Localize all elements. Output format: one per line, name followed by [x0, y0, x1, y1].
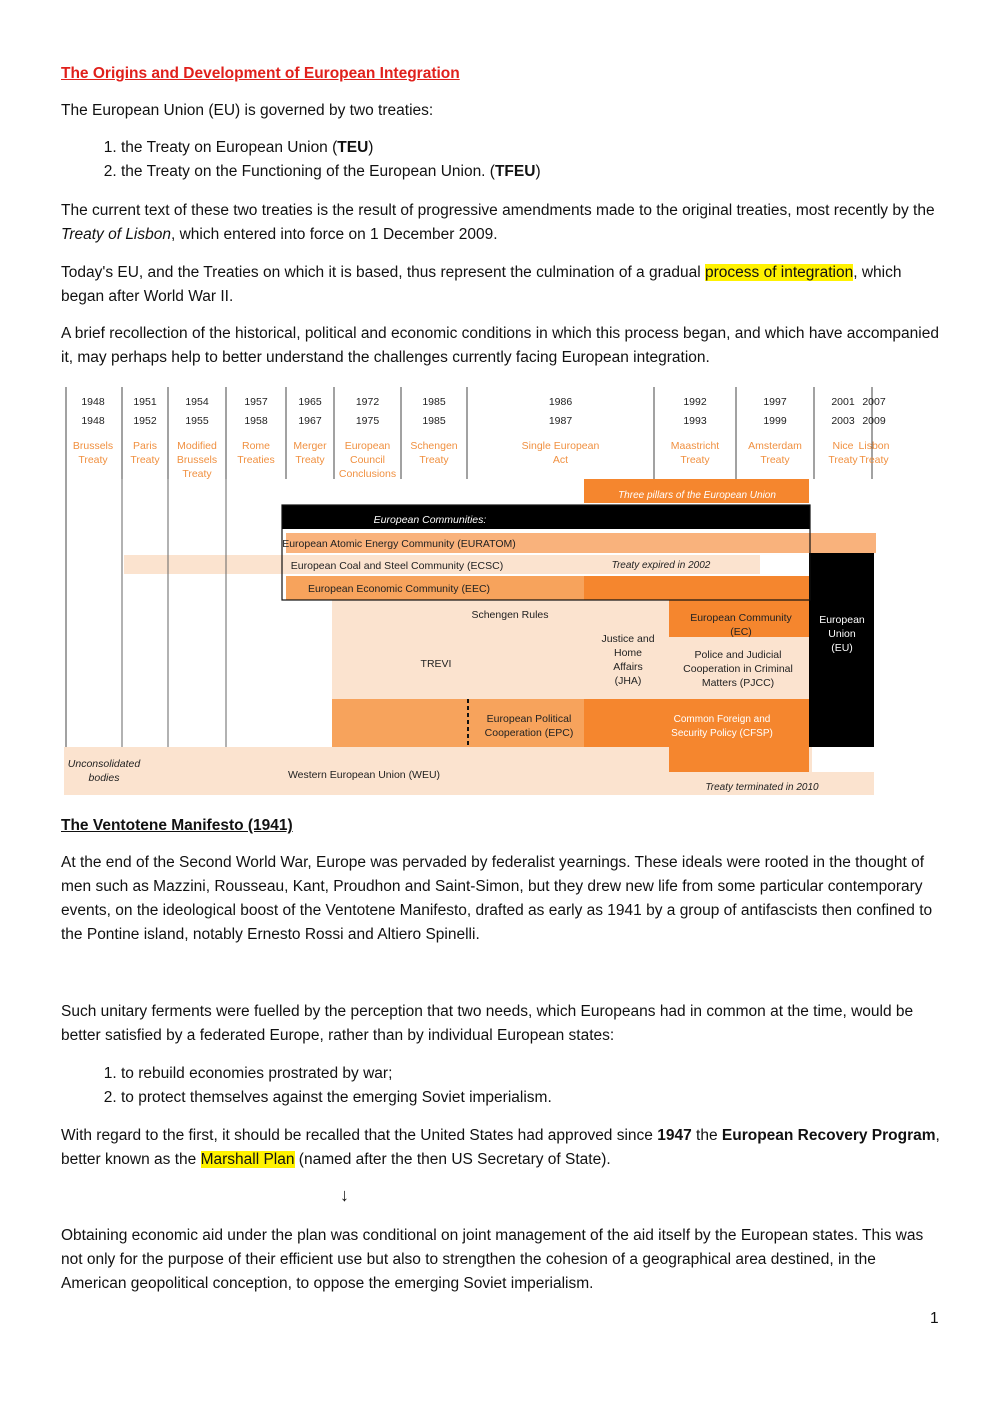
ec-label: European Community — [690, 612, 792, 624]
column-year-end: 1955 — [185, 415, 209, 427]
eu-label: (EU) — [831, 642, 853, 654]
amendments-paragraph: The current text of these two treaties is the result of progressive amendments made to the original treaties, most recently by the Treaty of Lisbon, which entered into force on 1 December 2009. — [61, 202, 935, 243]
column-year-end: 2009 — [862, 415, 886, 427]
jha-label: Justice and — [601, 633, 655, 645]
column-treaty-name: Brussels — [72, 440, 114, 452]
epc-label: European Political — [486, 713, 572, 725]
column-treaty-name: Treaty — [680, 454, 710, 466]
intro-paragraph: The European Union (EU) is governed by two treaties: — [61, 102, 434, 119]
schengen-rules-label: Schengen Rules — [471, 609, 549, 621]
column-year-end: 1985 — [422, 415, 446, 427]
unitary-ferments-paragraph: Such unitary ferments were fuelled by the perception that two needs, which Europeans had in common at the time, would be better satisfied by a federated Europe, rather than by individual European states: — [61, 1003, 914, 1044]
weu-label: Western European Union (WEU) — [287, 769, 441, 781]
eu-label: European — [819, 614, 865, 626]
trevi-label: TREVI — [420, 658, 452, 670]
column-treaty-name: Merger — [293, 440, 327, 452]
column-year-end: 1999 — [763, 415, 787, 427]
column-treaty-name: Treaty — [828, 454, 858, 466]
document-title: The Origins and Development of European Integration — [61, 65, 460, 82]
treaty-list — [61, 136, 541, 184]
column-treaty-name: Maastricht — [670, 440, 720, 452]
treaty-item-tfeu: 2. the Treaty on the Functioning of the European Union. (TFEU) — [121, 160, 541, 184]
highlight-process-of-integration: process of integration — [705, 264, 854, 281]
three-pillars-label: Three pillars of the European Union — [618, 490, 776, 501]
column-year-start: 1997 — [763, 396, 787, 408]
unconsolidated-label: bodies — [88, 772, 120, 784]
column-treaty-name: Paris — [133, 440, 157, 452]
epc-label: Cooperation (EPC) — [484, 727, 574, 739]
column-year-end: 2003 — [831, 415, 855, 427]
european-communities-bar — [282, 505, 810, 529]
weu-ec-bar — [669, 747, 809, 772]
eec-label: European Economic Community (EEC) — [307, 583, 491, 595]
unconsolidated-label: Unconsolidated — [67, 758, 141, 770]
column-year-start: 1951 — [133, 396, 157, 408]
column-treaty-name: Treaty — [760, 454, 790, 466]
column-treaty-name: Rome — [241, 440, 271, 452]
column-year-start: 1965 — [298, 396, 322, 408]
column-treaty-name: Brussels — [176, 454, 218, 466]
economic-aid-paragraph: Obtaining economic aid under the plan was conditional on joint management of the aid itself by the European states. This was not only for the purpose of their efficient use but also to strengthen the cohesion of a geographical area destined, in the American geopolitical conception, to oppose the emerging Soviet imperialism. — [61, 1227, 924, 1292]
eu-label: Union — [828, 628, 856, 640]
column-year-start: 1954 — [185, 396, 209, 408]
ec-label: (EC) — [730, 626, 752, 638]
column-treaty-name: Treaty — [859, 454, 889, 466]
needs-list — [61, 1062, 552, 1110]
column-year-start: 2007 — [862, 396, 886, 408]
euratom-extension — [809, 533, 874, 553]
column-year-end: 1958 — [244, 415, 268, 427]
column-treaty-name: Modified — [177, 440, 217, 452]
column-year-start: 1986 — [548, 396, 573, 408]
need-item: 2. to protect themselves against the emerging Soviet imperialism. — [121, 1086, 552, 1110]
column-year-end: 1952 — [133, 415, 157, 427]
eec-late-bar — [584, 576, 809, 600]
column-year-start: 1992 — [683, 396, 707, 408]
jha-label: Affairs — [613, 661, 643, 673]
column-treaty-name: Schengen — [410, 440, 458, 452]
column-treaty-name: Nice — [832, 440, 854, 452]
cfsp-label: Common Foreign and — [673, 714, 771, 725]
jha-label: Home — [613, 647, 643, 659]
weu-terminated-label: Treaty terminated in 2010 — [705, 782, 819, 793]
column-year-start: 1972 — [355, 396, 380, 408]
column-treaty-name: Treaty — [182, 468, 212, 480]
ecsc-label: European Coal and Steel Community (ECSC) — [290, 560, 504, 572]
column-year-start: 1985 — [422, 396, 446, 408]
column-treaty-name: Act — [552, 454, 569, 466]
column-year-start: 1957 — [244, 396, 268, 408]
pjcc-label: Police and Judicial — [694, 649, 782, 661]
column-treaty-name: Amsterdam — [748, 440, 802, 452]
column-year-start: 1948 — [81, 396, 105, 408]
treaty-item-teu: 1. the Treaty on European Union (TEU) — [121, 136, 541, 160]
pjcc-label: Cooperation in Criminal — [683, 663, 793, 675]
euratom-label: European Atomic Energy Community (EURATOM) — [282, 538, 516, 550]
column-treaty-name: Treaty — [419, 454, 449, 466]
column-treaty-name: Lisbon — [858, 440, 890, 452]
ventotene-paragraph: At the end of the Second World War, Europe was pervaded by federalist yearnings. These ideals were rooted in the thought of men such as Mazzini, Rousseau, Kant, Proudhon and Saint-Simon, but they drew new life from some particular contemporary events, on the ideological boost of the Ventotene Manifesto, drafted as early as 1941 by a group of antifascists then confined to the Pontine island, notably Ernesto Rossi and Altiero Spinelli. — [61, 854, 933, 943]
ecsc-expired-label: Treaty expired in 2002 — [611, 560, 711, 571]
highlight-marshall-plan: Marshall Plan — [200, 1151, 295, 1168]
need-item: 1. to rebuild economies prostrated by war; — [121, 1062, 552, 1086]
ventotene-heading: The Ventotene Manifesto (1941) — [61, 817, 293, 834]
page-number: 1 — [930, 1310, 939, 1327]
eu-treaties-timeline-figure — [64, 387, 890, 797]
column-treaty-name: Treaty — [78, 454, 108, 466]
marshall-paragraph: With regard to the first, it should be recalled that the United States had approved since 1947 the European Recovery Program, better known as the Marshall Plan (named after the then US Secretary of State). — [61, 1127, 940, 1168]
column-treaty-name: Single European — [521, 440, 600, 452]
column-treaty-name: European — [344, 440, 391, 452]
cfsp-label: Security Policy (CFSP) — [671, 728, 773, 739]
column-treaty-name: Council — [349, 454, 386, 466]
column-year-end: 1987 — [548, 415, 573, 427]
jha-label: (JHA) — [614, 675, 642, 687]
column-year-end: 1967 — [298, 415, 322, 427]
timeline-svg — [64, 387, 890, 797]
column-year-end: 1993 — [683, 415, 707, 427]
column-treaty-name: Treaty — [130, 454, 160, 466]
european-communities-label: European Communities: — [373, 514, 487, 526]
down-arrow-icon: ↓ — [340, 1185, 349, 1205]
column-year-end: 1975 — [355, 415, 380, 427]
column-treaty-name: Treaties — [237, 454, 275, 466]
column-treaty-name: Conclusions — [338, 468, 397, 480]
column-treaty-name: Treaty — [295, 454, 325, 466]
column-year-end: 1948 — [81, 415, 105, 427]
pjcc-label: Matters (PJCC) — [701, 677, 775, 689]
integration-paragraph: Today's EU, and the Treaties on which it is based, thus represent the culmination of a gradual process of integration, which began after World War II. — [61, 264, 902, 305]
column-year-start: 2001 — [831, 396, 855, 408]
recollection-paragraph: A brief recollection of the historical, political and economic conditions in which this process began, and which have accompanied it, may perhaps help to better understand the challenges currently facing European integration. — [61, 325, 939, 366]
